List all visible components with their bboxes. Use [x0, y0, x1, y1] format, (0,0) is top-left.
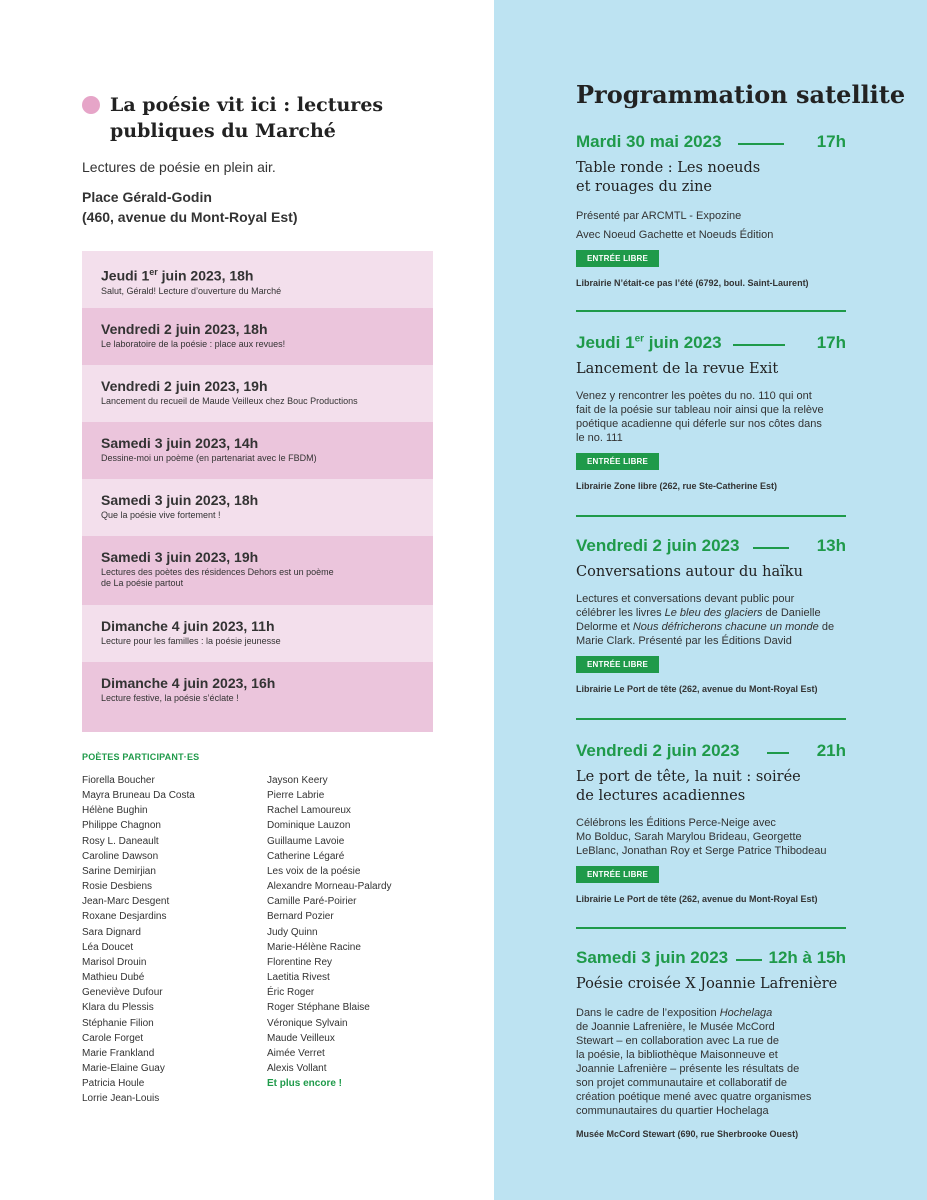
- poet-name: Roxane Desjardins: [82, 911, 167, 923]
- schedule-date: Jeudi 1er juin 2023, 18h: [101, 267, 254, 284]
- poet-name: Judy Quinn: [267, 926, 318, 938]
- poet-name: Aimée Verret: [267, 1047, 325, 1059]
- poet-name: Carole Forget: [82, 1032, 144, 1044]
- event-venue: Librairie N’était-ce pas l’été (6792, boul. Saint-Laurent): [576, 278, 809, 288]
- schedule-row: [82, 308, 433, 365]
- event-title: Poésie croisée X Joannie Lafrenière: [576, 976, 838, 992]
- free-entry-badge: ENTRÉE LIBRE: [576, 656, 659, 673]
- schedule-date: Samedi 3 juin 2023, 19h: [101, 549, 259, 565]
- schedule-date: Dimanche 4 juin 2023, 16h: [101, 675, 276, 691]
- poet-name: Klara du Plessis: [82, 1002, 154, 1014]
- poet-name: Philippe Chagnon: [82, 820, 161, 832]
- poet-name: Roger Stéphane Blaise: [267, 1002, 370, 1014]
- poet-name: Marisol Drouin: [82, 956, 147, 968]
- poet-name: Geneviève Dufour: [82, 987, 163, 999]
- date-dash: [753, 547, 789, 549]
- section-title: La poésie vit ici : lectures publiques du Marché: [110, 94, 384, 142]
- poet-name: Maude Veilleux: [267, 1032, 335, 1044]
- event-card: [576, 741, 846, 904]
- poet-name: Camille Paré-Poirier: [267, 896, 357, 908]
- event-venue: Librairie Le Port de tête (262, avenue du Mont-Royal Est): [576, 684, 818, 694]
- poets-list-1: [82, 773, 195, 1106]
- right-column: [494, 0, 927, 1200]
- schedule-date: Dimanche 4 juin 2023, 11h: [101, 618, 275, 634]
- separator: [576, 310, 846, 312]
- event-text: Dans le cadre de l’exposition Hochelaga de Joannie Lafrenière, le Musée McCord Stewart – en collaboration avec La rue de la poésie, la bibliothèque Maisonneuve et Joannie Lafrenière – présente les résultats de son projet communautaire et collaboratif de création poétique mené avec quatre organismes communautaires du quartier Hochelaga: [576, 1007, 812, 1117]
- poet-name: Rachel Lamoureux: [267, 805, 351, 817]
- poet-name: Marie-Hélène Racine: [267, 941, 361, 953]
- pink-dot-icon: [82, 96, 100, 114]
- place-street: (460, avenue du Mont-Royal Est): [82, 209, 298, 225]
- poet-name: Jean-Marc Desgent: [82, 896, 170, 908]
- date-dash: [738, 143, 784, 145]
- poet-name: Patricia Houle: [82, 1078, 145, 1090]
- free-entry-badge: ENTRÉE LIBRE: [576, 866, 659, 883]
- schedule-table: [82, 251, 433, 732]
- date-dash: [736, 959, 762, 961]
- poet-name: Catherine Légaré: [267, 850, 345, 862]
- event-date: Mardi 30 mai 2023 17h: [576, 132, 846, 151]
- event-venue: Librairie Zone libre (262, rue Ste-Catherine Est): [576, 481, 778, 491]
- poet-name: Sara Dignard: [82, 926, 141, 938]
- schedule-row: [82, 365, 433, 422]
- event-text: Lectures et conversations devant public pour célébrer les livres Le bleu des glaciers de Danielle Delorme et Nous défricherons chacune un monde de Marie Clark. Présenté par les Éditions David: [576, 593, 835, 647]
- poets-list-2: [267, 773, 392, 1091]
- poet-name: Sarine Demirjian: [82, 865, 156, 877]
- poet-name: Mayra Bruneau Da Costa: [82, 790, 195, 802]
- poet-name: Florentine Rey: [267, 956, 333, 968]
- separator: [576, 515, 846, 517]
- poet-name: Léa Doucet: [82, 941, 134, 953]
- event-title: Table ronde : Les noeuds et rouages du zine: [576, 160, 761, 195]
- date-dash: [767, 752, 789, 754]
- poet-name: Caroline Dawson: [82, 850, 159, 862]
- event-title: Conversations autour du haïku: [576, 564, 803, 580]
- schedule-desc: Salut, Gérald! Lecture d’ouverture du Marché: [101, 285, 282, 296]
- poet-name: Alexis Vollant: [267, 1062, 327, 1074]
- schedule-row: [82, 605, 433, 662]
- schedule-desc: Le laboratoire de la poésie : place aux revues!: [101, 339, 286, 349]
- schedule-date: Vendredi 2 juin 2023, 19h: [101, 378, 268, 394]
- schedule-date: Samedi 3 juin 2023, 14h: [101, 435, 259, 451]
- schedule-row: [82, 422, 433, 479]
- poet-name: Véronique Sylvain: [267, 1017, 348, 1029]
- event-card: [576, 536, 846, 694]
- schedule-date: Vendredi 2 juin 2023, 18h: [101, 321, 268, 337]
- event-title: Le port de tête, la nuit : soirée de lectures acadiennes: [576, 769, 801, 804]
- poet-name: Jayson Keery: [267, 775, 328, 786]
- poet-name: Bernard Pozier: [267, 911, 334, 923]
- poet-name: Guillaume Lavoie: [267, 835, 345, 847]
- poet-name: Dominique Lauzon: [267, 820, 351, 832]
- event-date: Vendredi 2 juin 2023 13h: [576, 536, 846, 555]
- schedule-date: Samedi 3 juin 2023, 18h: [101, 492, 259, 508]
- event-date: Vendredi 2 juin 2023 21h: [576, 741, 846, 760]
- event-date: Samedi 3 juin 2023 12h à 15h: [576, 948, 846, 967]
- separator: [576, 718, 846, 720]
- event-text: Célébrons les Éditions Perce-Neige avec Mo Bolduc, Sarah Marylou Brideau, Georgette LeBlanc, Jonathan Roy et Serge Patrice Thibodeau: [576, 817, 827, 857]
- poet-name: Éric Roger: [267, 987, 315, 999]
- poet-name: Alexandre Morneau-Palardy: [267, 881, 392, 893]
- schedule-desc: Que la poésie vive fortement !: [101, 510, 221, 520]
- event-card: [576, 948, 846, 1139]
- satellite-title: Programmation satellite: [576, 80, 906, 109]
- schedule-desc: Lecture pour les familles : la poésie jeunesse: [101, 636, 281, 646]
- event-title: Lancement de la revue Exit: [576, 361, 779, 377]
- event-text: Présenté par ARCMTL - Expozine Avec Noeud Gachette et Noeuds Édition: [576, 210, 774, 241]
- poets-more: Et plus encore !: [267, 1078, 343, 1090]
- poet-name: Rosy L. Daneault: [82, 835, 159, 847]
- event-card: [576, 333, 846, 491]
- poet-name: Mathieu Dubé: [82, 972, 145, 984]
- event-card: [576, 132, 846, 288]
- poet-name: Hélène Bughin: [82, 805, 148, 817]
- place-name: Place Gérald-Godin: [82, 189, 212, 205]
- separator: [576, 927, 846, 929]
- poet-name: Pierre Labrie: [267, 790, 325, 802]
- free-entry-badge: ENTRÉE LIBRE: [576, 250, 659, 267]
- schedule-row: [82, 251, 433, 308]
- event-text: Venez y rencontrer les poètes du no. 110 qui ont fait de la poésie sur tableau noir ainsi que la relève poétique acadienne qui déferle sur nos côtes dans le no. 111: [576, 390, 824, 444]
- event-venue: Librairie Le Port de tête (262, avenue du Mont-Royal Est): [576, 894, 818, 904]
- poet-name: Les voix de la poésie: [267, 865, 361, 877]
- event-date: Jeudi 1er juin 2023 17h: [576, 333, 846, 352]
- schedule-row: [82, 536, 433, 605]
- poet-name: Marie-Elaine Guay: [82, 1062, 165, 1074]
- schedule-desc: Dessine-moi un poème (en partenariat avec le FBDM): [101, 453, 317, 463]
- schedule-row: [82, 662, 433, 732]
- poet-name: Lorrie Jean-Louis: [82, 1093, 160, 1105]
- poet-name: Stéphanie Filion: [82, 1017, 154, 1029]
- place-address: [82, 187, 297, 227]
- poet-name: Fiorella Boucher: [82, 775, 155, 786]
- poet-name: Laetitia Rivest: [267, 972, 330, 984]
- intro-text: Lectures de poésie en plein air.: [82, 159, 276, 175]
- free-entry-badge: ENTRÉE LIBRE: [576, 453, 659, 470]
- schedule-desc: Lancement du recueil de Maude Veilleux chez Bouc Productions: [101, 396, 358, 406]
- date-dash: [733, 344, 785, 346]
- event-venue: Musée McCord Stewart (690, rue Sherbrooke Ouest): [576, 1129, 799, 1139]
- schedule-row: [82, 479, 433, 536]
- schedule-desc: Lectures des poètes des résidences Dehors est un poème de La poésie partout: [101, 567, 334, 588]
- poets-heading: POÈTES PARTICIPANT·ES: [82, 752, 200, 762]
- schedule-desc: Lecture festive, la poésie s’éclate !: [101, 693, 239, 703]
- poet-name: Marie Frankland: [82, 1047, 155, 1059]
- poet-name: Rosie Desbiens: [82, 881, 153, 893]
